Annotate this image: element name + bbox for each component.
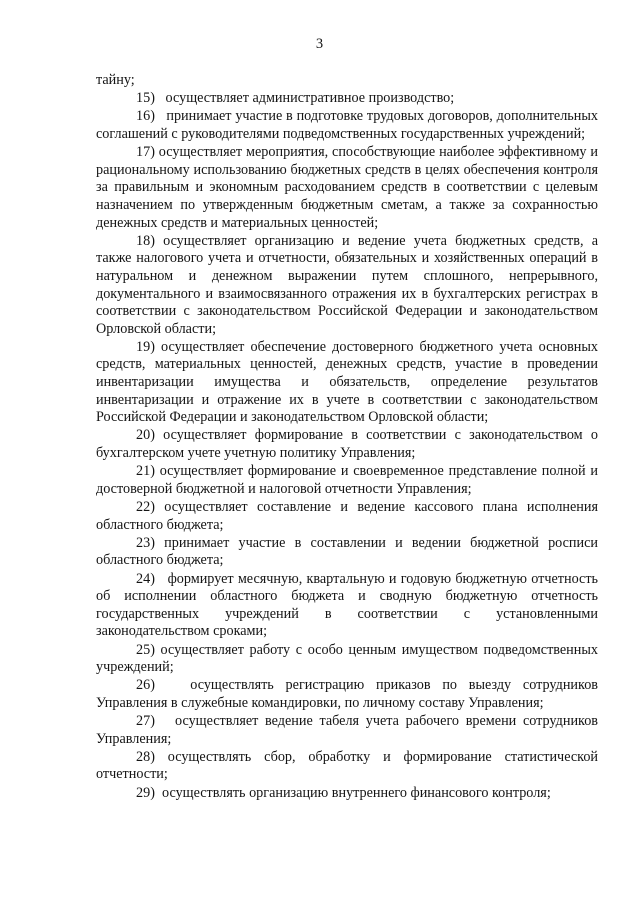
- paragraph-continuation: тайну;: [96, 72, 135, 88]
- paragraph-item-17: 17) осуществляет мероприятия, способствующие наиболее эффективному и рациональному использованию бюджетных средств в целях обеспечения контроля за правильным и экономным расходованием средств в соответствии с целевым назначением по утвержденным бюджетным сметам, а также за сохранностью денежных средств и материальных ценностей;: [96, 144, 598, 231]
- paragraph-item-16: 16) принимает участие в подготовке трудовых договоров, дополнительных соглашений с руководителями подведомственных государственных учреждений;: [96, 108, 598, 142]
- paragraph-item-19: 19) осуществляет обеспечение достоверного бюджетного учета основных средств, материальных ценностей, денежных средств, участие в проведении инвентаризации имущества и обязательств, определение результатов инвентаризации и отражение их в учете в соответствии с законодательством Российской Федерации и законодательством Орловской области;: [96, 338, 598, 426]
- paragraph-item-21: 21) осуществляет формирование и своевременное представление полной и достоверной бюджетной и налоговой отчетности Управления;: [96, 463, 598, 497]
- page-number: 3: [315, 36, 324, 52]
- paragraph-item-25: 25) осуществляет работу с особо ценным имуществом подведомственных учреждений;: [96, 641, 598, 676]
- paragraph-item-23: 23) принимает участие в составлении и ведении бюджетной росписи областного бюджета;: [96, 534, 598, 569]
- paragraph-item-27: 27) осуществляет ведение табеля учета рабочего времени сотрудников Управления;: [96, 713, 598, 747]
- paragraph-item-26: 26) осуществлять регистрацию приказов по выезду сотрудников Управления в служебные командировки, по личному составу Управления;: [96, 677, 598, 711]
- paragraph-item-28: 28) осуществлять сбор, обработку и формирование статистической отчетности;: [96, 748, 598, 783]
- paragraph-item-18: 18) осуществляет организацию и ведение учета бюджетных средств, а также налогового учета и отчетности, обязательных и хозяйственных операций в натуральном и денежном выражении путем сплошного, непрерывного, документального и взаимосвязанного отражения их в бухгалтерских регистрах в соответствии с законодательством Российской Федерации и законодательством Орловской области;: [96, 232, 598, 337]
- paragraph-item-29: 29) осуществлять организацию внутреннего финансового контроля;: [136, 784, 551, 801]
- paragraph-item-15: 15) осуществляет административное производство;: [136, 90, 455, 107]
- document-body: [96, 72, 598, 803]
- paragraph-item-22: 22) осуществляет составление и ведение кассового плана исполнения областного бюджета;: [96, 499, 598, 533]
- paragraph-item-24: 24) формирует месячную, квартальную и годовую бюджетную отчетность об исполнении областного бюджета и сводную бюджетную отчетность государственных учреждений в соответствии с установленными законодательством сроками;: [96, 570, 598, 640]
- paragraph-item-20: 20) осуществляет формирование в соответствии с законодательством о бухгалтерском учете учетную политику Управления;: [96, 427, 598, 462]
